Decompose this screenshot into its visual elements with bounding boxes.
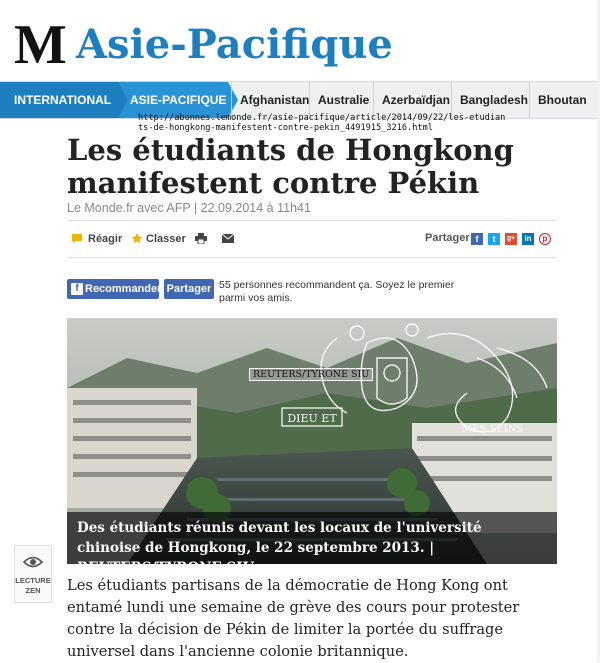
lecture-zen-label: [15, 576, 51, 596]
le-monde-logo[interactable]: M: [14, 14, 63, 76]
nav-international[interactable]: INTERNATIONAL: [0, 82, 118, 118]
classer-button[interactable]: Classer: [146, 233, 186, 245]
facebook-recommend-button[interactable]: Recommander: [67, 279, 159, 299]
react-button[interactable]: Réagir: [88, 233, 123, 245]
nav-item-bangladesh[interactable]: Bangladesh: [451, 82, 536, 118]
section-title[interactable]: Asie-Pacifique: [76, 21, 393, 68]
article-toolbar: [67, 220, 557, 258]
banner-mes-seins: MES SEINS: [462, 424, 524, 435]
comment-icon[interactable]: [71, 233, 83, 244]
twitter-share-icon[interactable]: t: [488, 233, 500, 245]
pinterest-share-icon[interactable]: p: [539, 233, 551, 245]
nav-arrow-separator: [118, 82, 128, 118]
facebook-share-icon[interactable]: f: [471, 233, 483, 245]
google-plus-share-icon[interactable]: g+: [505, 233, 517, 245]
lecture-zen-button[interactable]: [14, 545, 52, 603]
article-headline: Les étudiants de Hongkong manifestent contre Pékin: [67, 133, 514, 200]
linkedin-share-icon[interactable]: in: [522, 233, 534, 245]
banner-dieu-et: DIEU ET: [287, 412, 337, 425]
nav-item-bhoutan[interactable]: Bhoutan: [529, 82, 595, 118]
nav-asie-pacifique[interactable]: ASIE-PACIFIQUE: [118, 82, 228, 118]
lecture-zen-line2: ZEN: [25, 586, 41, 595]
article-body-paragraph: Les étudiants partisans de la démocratie de Hong Kong ont entamé lundi une semaine de grève des cours pour protester contre la décision de Pékin de limiter la portée du suffrage universel dans l'ancienne colonie britannique.: [67, 577, 520, 660]
photo-credit: REUTERS/TYRONE SIU: [249, 368, 373, 381]
share-label: Partager: [425, 232, 470, 244]
print-icon[interactable]: [195, 233, 207, 244]
nav-item-azerbaidjan[interactable]: Azerbaïdjan: [373, 82, 458, 118]
nav-item-afghanistan[interactable]: Afghanistan: [231, 82, 317, 118]
facebook-recommend-count: 55 personnes recommandent ça. Soyez le premier parmi vos amis.: [219, 279, 455, 304]
eye-icon: [23, 555, 43, 569]
nav-item-australie[interactable]: Australie: [309, 82, 377, 118]
article-byline: Le Monde.fr avec AFP | 22.09.2014 à 11h41: [67, 201, 311, 215]
lecture-zen-line1: LECTURE: [15, 576, 51, 585]
star-icon[interactable]: [131, 233, 143, 244]
facebook-share-button[interactable]: Partager: [164, 279, 214, 299]
photo-caption: Des étudiants réunis devant les locaux de l'université chinoise de Hongkong, le 22 septembre 2013. | REUTERS/TYRONE SIU: [67, 512, 557, 564]
facebook-icon: f: [71, 283, 83, 295]
url-overlay: http://abonnes.lemonde.fr/asie-pacifique/article/2014/09/22/les-etudiants-de-hongkong-manifestent-contre-pekin_4491915_3216.html: [138, 113, 506, 133]
email-icon[interactable]: [222, 233, 234, 244]
